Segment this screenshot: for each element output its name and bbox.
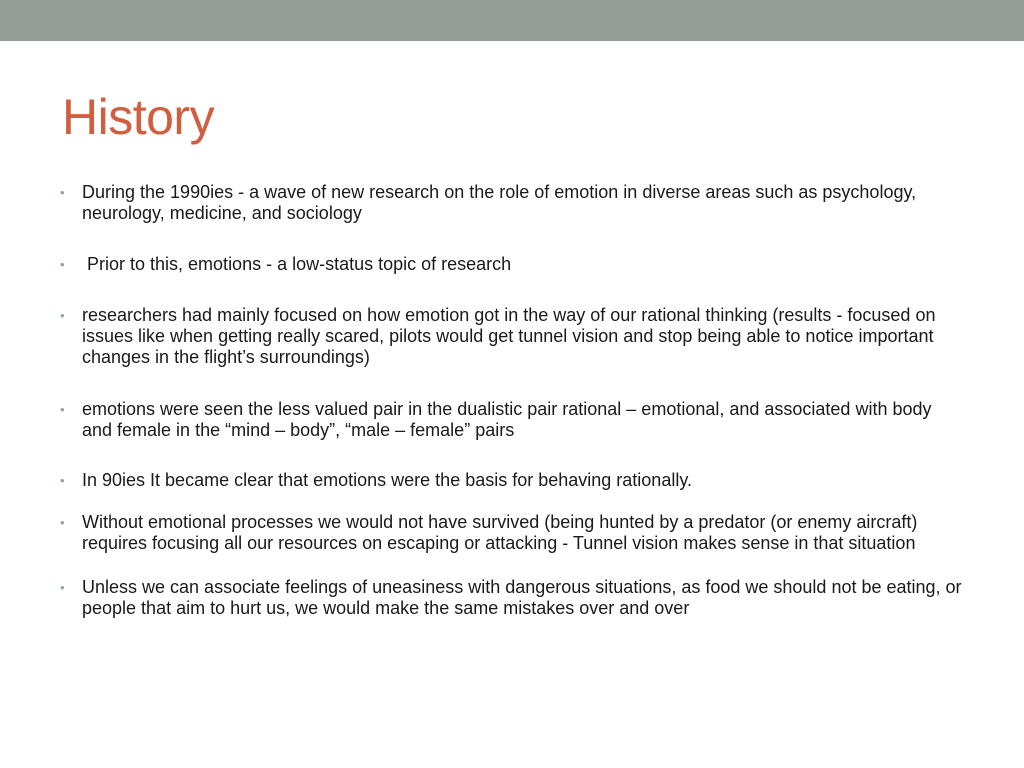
bullet-text: emotions were seen the less valued pair in the dualistic pair rational – emotional, and associated with body and female in the “mind – body”, “male – female” pairs [82,399,937,440]
bullet-text: Without emotional processes we would not have survived (being hunted by a predator (or enemy aircraft) requires focusing all our resources on escaping or attacking - Tunnel vision makes sense in that situation [82,512,923,553]
bullet-dot-icon: • [60,473,65,488]
bullet-dot-icon: • [60,402,65,417]
bullet-item [60,254,965,275]
bullet-dot-icon: • [60,580,65,595]
bullet-item [60,470,965,491]
bullet-item [60,399,965,441]
bullet-item [60,305,965,368]
bullet-text: Prior to this, emotions - a low-status topic of research [82,254,512,274]
bullet-text: researchers had mainly focused on how emotion got in the way of our rational thinking (results - focused on issues like when getting really scared, pilots would get tunnel vision and stop being able to notice important changes in the flight’s surroundings) [82,305,941,367]
bullet-item [60,182,965,224]
top-accent-bar [0,0,1024,41]
bullet-dot-icon: • [60,185,65,200]
bullet-text: During the 1990ies - a wave of new research on the role of emotion in diverse areas such as psychology, neurology, medicine, and sociology [82,182,922,223]
bullet-dot-icon: • [60,515,65,530]
bullet-item [60,512,965,554]
bullet-text: In 90ies It became clear that emotions were the basis for behaving rationally. [82,470,692,490]
bullet-list [60,182,965,619]
slide-title: History [62,89,215,145]
bullet-dot-icon: • [60,308,65,323]
bullet-text: Unless we can associate feelings of uneasiness with dangerous situations, as food we should not be eating, or people that aim to hurt us, we would make the same mistakes over and over [82,577,967,618]
bullet-item [60,577,965,619]
bullet-dot-icon: • [60,257,65,272]
